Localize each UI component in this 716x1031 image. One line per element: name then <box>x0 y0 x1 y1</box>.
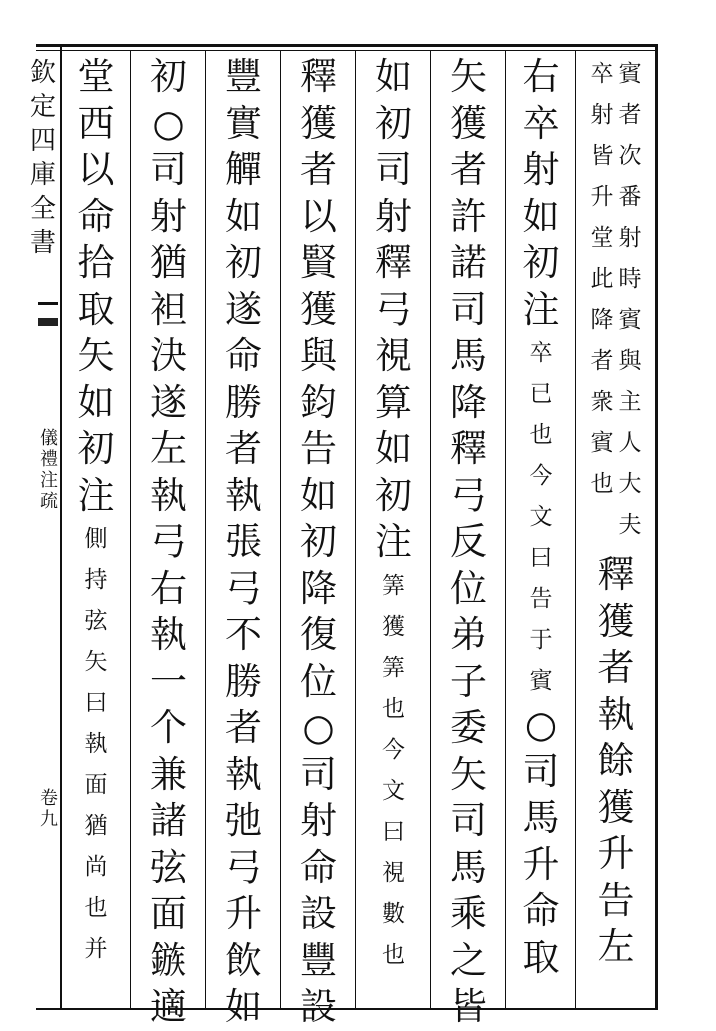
glyph: 執 <box>150 613 187 656</box>
glyph: 堂 <box>590 225 614 251</box>
glyph: 算 <box>375 380 412 424</box>
glyph: 位 <box>300 659 337 703</box>
glyph: 司 <box>300 752 337 796</box>
glyph: 者 <box>225 427 262 470</box>
glyph: 釋 <box>375 241 412 284</box>
glyph: 諾 <box>450 241 487 284</box>
glyph: 右 <box>150 566 187 610</box>
glyph: 衆 <box>590 389 614 415</box>
glyph: 皆 <box>590 143 614 169</box>
glyph: ○ <box>524 703 558 746</box>
glyph: 卒 <box>522 101 560 145</box>
glyph: 升 <box>225 892 262 935</box>
main-text-segment <box>516 702 566 981</box>
main-text-segment <box>219 54 269 1031</box>
main-text-segment <box>516 54 566 333</box>
glyph: 張 <box>225 520 262 563</box>
glyph: 庫 <box>29 160 56 190</box>
glyph: 弓 <box>375 287 412 331</box>
main-text-segment <box>294 54 344 1031</box>
glyph: 射 <box>300 799 337 842</box>
annotation-segment <box>589 54 643 546</box>
glyph: 尚 <box>84 854 108 880</box>
glyph: 釋 <box>597 553 635 596</box>
glyph: 降 <box>590 307 614 333</box>
glyph: 袒 <box>150 287 187 331</box>
glyph: 弓 <box>450 473 487 517</box>
glyph: 右 <box>522 55 560 98</box>
glyph: 卒 <box>590 61 614 87</box>
glyph: 猶 <box>84 813 108 839</box>
glyph: 者 <box>225 706 262 749</box>
glyph: 今 <box>529 463 553 489</box>
glyph: 初 <box>150 55 187 98</box>
glyph: 馬 <box>450 845 487 889</box>
bottom-border <box>36 1008 656 1010</box>
glyph: 許 <box>450 194 487 238</box>
glyph: 面 <box>84 772 108 798</box>
margin-fishtail-2 <box>38 318 58 326</box>
top-border-inner <box>36 50 656 51</box>
glyph: 文 <box>382 777 405 804</box>
glyph: 曰 <box>529 545 553 571</box>
glyph: 降 <box>300 566 337 610</box>
glyph: 如 <box>375 55 412 98</box>
glyph: 次 <box>618 143 642 169</box>
glyph: 射 <box>150 194 187 238</box>
glyph: 書 <box>29 228 56 258</box>
glyph: 執 <box>597 692 635 736</box>
glyph: 升 <box>597 832 635 875</box>
margin-fishtail <box>38 302 58 305</box>
main-text-run <box>591 552 641 971</box>
main-text-segment <box>71 54 121 519</box>
text-column-c6 <box>207 54 280 1028</box>
glyph: 一 <box>150 659 187 703</box>
glyph: 全 <box>29 194 56 224</box>
glyph: 初 <box>522 241 560 284</box>
glyph: 者 <box>597 646 635 689</box>
glyph: 鈞 <box>300 380 337 424</box>
glyph: 命 <box>300 845 337 889</box>
glyph: 欽 <box>29 58 56 88</box>
glyph: 司 <box>522 749 560 793</box>
glyph: 數 <box>382 900 405 927</box>
glyph: 決 <box>150 334 187 377</box>
glyph: 射 <box>590 102 614 128</box>
annotation-text-run <box>382 566 405 976</box>
glyph: 筭 <box>382 572 405 599</box>
glyph: 執 <box>225 752 262 796</box>
main-text-run <box>219 54 269 1031</box>
glyph: 矢 <box>77 334 115 377</box>
glyph: 九 <box>40 809 58 830</box>
glyph: 于 <box>529 627 553 653</box>
glyph: 命 <box>225 334 262 377</box>
glyph: 矢 <box>450 55 487 98</box>
glyph: 命 <box>77 194 115 238</box>
glyph: 文 <box>529 504 553 530</box>
glyph: 堂 <box>77 55 115 98</box>
glyph: 矢 <box>450 752 487 796</box>
annotation-text-run <box>619 54 642 546</box>
glyph: 禮 <box>40 449 58 470</box>
glyph: 矢 <box>84 649 108 675</box>
margin-title <box>28 56 58 260</box>
glyph: 勝 <box>225 659 262 703</box>
glyph: 弓 <box>225 566 262 610</box>
glyph: 適 <box>150 985 187 1028</box>
glyph: 曰 <box>382 818 405 845</box>
glyph: 大 <box>618 471 642 497</box>
top-border <box>36 44 656 47</box>
glyph: 取 <box>522 935 560 979</box>
glyph: 西 <box>77 101 115 145</box>
glyph: 注 <box>40 470 58 491</box>
glyph: 獲 <box>450 101 487 145</box>
main-text-run <box>516 54 566 333</box>
glyph: 執 <box>84 731 108 757</box>
glyph: 儀 <box>40 428 58 449</box>
glyph: ○ <box>302 706 335 749</box>
glyph: 馬 <box>450 334 487 377</box>
glyph: 告 <box>529 586 553 612</box>
glyph: 之 <box>450 938 487 982</box>
glyph: 今 <box>382 736 405 763</box>
text-column-c5 <box>282 54 355 1028</box>
glyph: ○ <box>152 101 185 145</box>
glyph: 以 <box>300 194 337 238</box>
glyph: 射 <box>522 148 560 191</box>
glyph: 左 <box>150 427 187 470</box>
main-text-segment <box>369 54 419 566</box>
annotation-text-run <box>591 54 614 505</box>
glyph: 命 <box>522 889 560 932</box>
glyph: 者 <box>590 348 614 374</box>
glyph: 復 <box>300 613 337 656</box>
glyph: 降 <box>450 380 487 424</box>
glyph: 持 <box>84 567 108 593</box>
glyph: 弓 <box>150 520 187 563</box>
glyph: 夫 <box>618 512 642 538</box>
glyph: 遂 <box>150 380 187 424</box>
glyph: 賓 <box>529 668 553 694</box>
glyph: 時 <box>618 266 642 292</box>
annotation-subcolumn <box>528 333 554 702</box>
column-divider <box>280 50 281 1008</box>
glyph: 面 <box>150 892 187 935</box>
glyph: 弓 <box>225 845 262 889</box>
glyph: 取 <box>77 287 115 331</box>
glyph: 人 <box>618 430 642 456</box>
glyph: 也 <box>382 941 405 968</box>
glyph: 豐 <box>300 938 337 982</box>
glyph: 視 <box>375 334 412 377</box>
glyph: 如 <box>225 985 262 1028</box>
glyph: 弛 <box>225 799 262 842</box>
glyph: 拾 <box>77 241 115 284</box>
glyph: 賓 <box>618 61 642 87</box>
glyph: 如 <box>225 194 262 238</box>
glyph: 如 <box>77 380 115 424</box>
main-text-run <box>71 54 121 519</box>
column-divider <box>430 50 431 1008</box>
main-text-segment <box>591 552 641 971</box>
main-text-run <box>294 54 344 1031</box>
margin-folio <box>36 788 62 830</box>
margin-book-text <box>40 428 58 512</box>
glyph: 諸 <box>150 799 187 842</box>
glyph: 者 <box>450 148 487 191</box>
glyph: 定 <box>29 92 56 122</box>
glyph: 設 <box>300 892 337 935</box>
glyph: 司 <box>375 148 412 191</box>
glyph: 初 <box>375 473 412 517</box>
main-text-segment <box>444 54 494 1031</box>
glyph: 升 <box>522 842 560 886</box>
glyph: 筭 <box>382 654 405 681</box>
glyph: 乘 <box>450 892 487 935</box>
glyph: 初 <box>375 101 412 145</box>
glyph: 勝 <box>225 380 262 424</box>
text-column-c1-main <box>577 552 655 1002</box>
glyph: 獲 <box>597 785 635 829</box>
right-border <box>655 44 658 1010</box>
glyph: 皆 <box>450 985 487 1028</box>
glyph: 并 <box>84 936 108 962</box>
glyph: 司 <box>450 287 487 331</box>
glyph: 此 <box>590 266 614 292</box>
glyph: 射 <box>618 225 642 251</box>
glyph: 釋 <box>300 55 337 98</box>
glyph: 餘 <box>597 739 635 782</box>
glyph: 弦 <box>84 608 108 634</box>
glyph: 視 <box>382 859 405 886</box>
glyph: 獲 <box>300 287 337 331</box>
glyph: 賓 <box>618 307 642 333</box>
glyph: 如 <box>522 194 560 238</box>
annotation-subcolumn <box>381 566 407 976</box>
glyph: 卷 <box>40 788 58 809</box>
glyph: 弦 <box>150 845 187 889</box>
glyph: 也 <box>529 422 553 448</box>
glyph: 四 <box>29 126 56 156</box>
text-column-c4 <box>357 54 430 1004</box>
main-text-run <box>444 54 494 1031</box>
column-divider <box>505 50 506 1008</box>
main-text-segment <box>144 54 194 1031</box>
main-text-run <box>369 54 419 566</box>
annotation-segment <box>83 519 109 970</box>
glyph: 注 <box>375 520 412 563</box>
glyph: 與 <box>618 348 642 374</box>
glyph: 个 <box>150 706 187 749</box>
glyph: 與 <box>300 334 337 377</box>
glyph: 弟 <box>450 613 487 656</box>
glyph: 告 <box>300 427 337 470</box>
text-column-c8 <box>62 54 130 1004</box>
glyph: 左 <box>597 925 635 968</box>
glyph: 初 <box>77 427 115 470</box>
annotation-segment <box>528 333 554 702</box>
glyph: 猶 <box>150 241 187 284</box>
glyph: 執 <box>225 473 262 517</box>
glyph: 反 <box>450 520 487 563</box>
glyph: 釋 <box>450 427 487 470</box>
annotation-text-run <box>85 519 108 970</box>
glyph: 曰 <box>84 690 108 716</box>
glyph: 獲 <box>597 599 635 643</box>
glyph: 側 <box>84 526 108 552</box>
glyph: 賓 <box>590 430 614 456</box>
glyph: 飲 <box>225 938 262 982</box>
column-divider <box>575 50 576 1008</box>
annotation-subcolumn <box>83 519 109 970</box>
glyph: 者 <box>300 148 337 191</box>
annotation-subcolumn <box>617 54 643 546</box>
glyph: 兼 <box>150 752 187 796</box>
margin-folio-text <box>40 788 58 830</box>
glyph: 執 <box>150 473 187 517</box>
glyph: 告 <box>597 878 635 922</box>
column-divider <box>130 50 131 1008</box>
main-text-run <box>144 54 194 1031</box>
glyph: 番 <box>618 184 642 210</box>
glyph: 司 <box>150 148 187 191</box>
text-column-c7 <box>132 54 205 1028</box>
glyph: 實 <box>225 101 262 145</box>
glyph: 鏃 <box>150 938 187 982</box>
glyph: 也 <box>84 895 108 921</box>
glyph: 司 <box>450 799 487 842</box>
text-column-c2 <box>507 54 575 1004</box>
glyph: 升 <box>590 184 614 210</box>
glyph: 卒 <box>529 340 553 366</box>
main-text-run <box>516 702 566 981</box>
glyph: 不 <box>225 613 262 656</box>
glyph: 馬 <box>522 796 560 839</box>
glyph: 疏 <box>40 491 58 512</box>
glyph: 初 <box>225 241 262 284</box>
glyph: 主 <box>618 389 642 415</box>
text-column-c3 <box>432 54 505 1028</box>
glyph: 如 <box>375 427 412 470</box>
annotation-subcolumn <box>589 54 615 505</box>
glyph: 賢 <box>300 241 337 284</box>
glyph: 者 <box>618 102 642 128</box>
glyph: 位 <box>450 566 487 610</box>
glyph: 已 <box>529 381 553 407</box>
glyph: 初 <box>300 520 337 563</box>
column-divider <box>355 50 356 1008</box>
glyph: 子 <box>450 659 487 703</box>
glyph: 注 <box>522 287 560 331</box>
glyph: 也 <box>382 695 405 722</box>
glyph: 獲 <box>300 101 337 145</box>
column-divider <box>205 50 206 1008</box>
glyph: 獲 <box>382 613 405 640</box>
glyph: 豐 <box>225 55 262 98</box>
glyph: 觶 <box>225 148 262 191</box>
margin-book <box>36 428 62 512</box>
glyph: 也 <box>590 471 614 497</box>
glyph: 注 <box>77 473 115 517</box>
glyph: 設 <box>300 985 337 1028</box>
glyph: 如 <box>300 473 337 517</box>
annotation-text-run <box>530 333 553 702</box>
margin-title-text <box>30 56 56 260</box>
glyph: 委 <box>450 706 487 749</box>
glyph: 遂 <box>225 287 262 331</box>
glyph: 以 <box>77 148 115 191</box>
annotation-segment <box>381 566 407 976</box>
glyph: 射 <box>375 194 412 238</box>
